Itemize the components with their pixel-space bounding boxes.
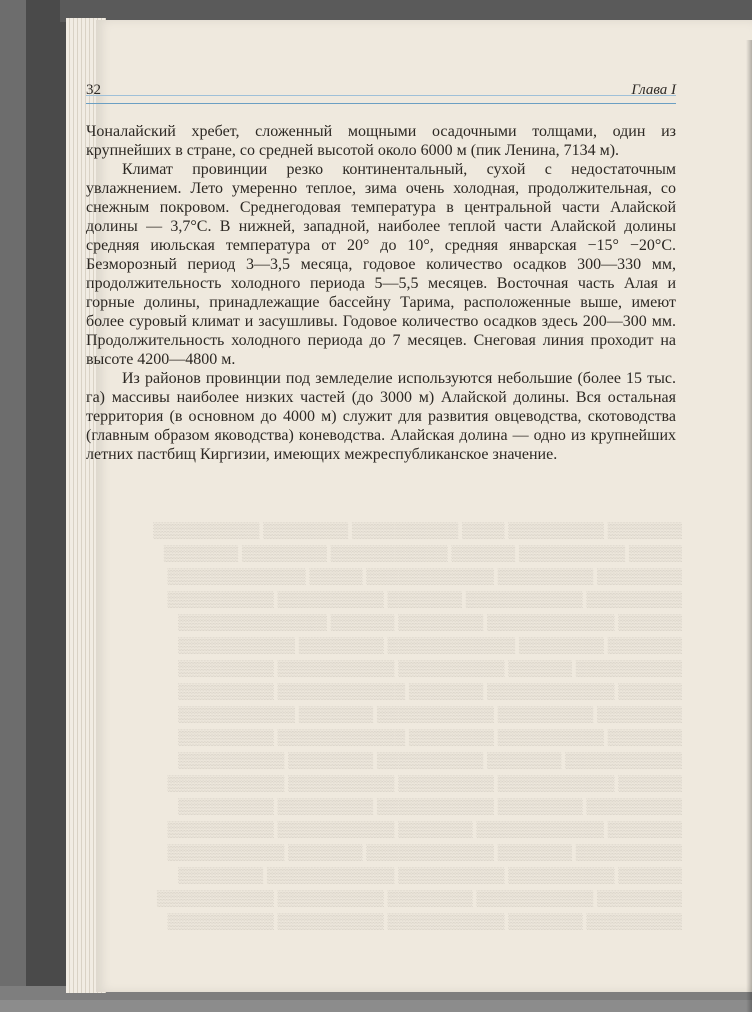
background-top (60, 0, 752, 22)
body-text (86, 122, 676, 464)
page-header (86, 80, 676, 106)
page-shadow (746, 40, 752, 1012)
page-number: 32 (86, 82, 101, 98)
show-through-text: ▒▒▒▒▒▒▒ ▒▒▒▒▒▒▒▒▒ ▒▒▒▒ ▒▒▒▒▒▒▒▒▒▒ ▒▒▒▒▒▒▒▒ ▒▒▒▒▒▒▒▒▒▒ ▒▒▒▒▒ ▒▒▒▒▒▒▒▒▒▒ ▒▒▒▒▒▒ ▒▒▒▒▒▒▒▒▒▒▒ ▒▒▒▒▒▒▒▒ ▒▒▒▒▒▒▒ ▒▒▒▒▒▒▒▒ ▒▒▒▒▒▒▒▒▒ ▒▒▒▒▒▒▒▒▒▒▒▒ ▒▒▒▒▒ ▒▒▒▒▒▒▒▒▒▒▒▒▒ ▒▒▒▒▒▒▒▒▒ ▒▒▒▒▒▒▒▒▒▒▒ ▒▒▒▒▒▒▒ ▒▒▒▒▒▒▒▒▒▒ ▒▒▒▒▒▒▒▒▒▒ ▒▒▒▒▒▒ ▒▒▒▒▒▒▒▒▒▒▒▒ ▒▒▒▒▒▒▒▒ ▒▒▒▒▒▒ ▒▒▒▒▒▒▒▒▒▒▒▒▒▒ ▒▒▒▒▒▒▒ ▒▒▒▒▒▒▒▒ ▒▒▒▒▒▒▒▒▒▒▒▒ ▒▒▒▒▒▒▒▒ ▒▒▒▒▒▒▒▒▒▒▒ ▒▒▒▒▒▒▒▒▒▒ ▒▒▒▒▒▒ ▒▒▒▒▒▒▒▒▒▒ ▒▒▒▒▒▒▒▒▒▒▒ ▒▒▒▒▒▒▒▒▒ ▒▒▒▒▒▒ ▒▒▒▒▒▒▒▒▒▒▒▒ ▒▒▒▒▒▒▒ ▒▒▒▒▒▒▒▒▒▒▒▒ ▒▒▒▒▒▒▒▒▒ ▒▒▒▒▒▒▒▒ ▒▒▒▒▒▒▒▒▒ ▒▒▒▒▒▒▒▒▒▒▒ ▒▒▒▒▒▒▒ ▒▒▒▒▒▒▒▒▒▒▒ ▒▒▒▒▒▒▒ ▒▒▒▒▒▒▒▒▒▒ ▒▒▒▒▒▒▒▒ ▒▒▒▒▒▒▒▒▒▒▒▒ ▒▒▒▒▒▒▒▒▒ ▒▒▒▒▒▒▒▒▒▒▒ ▒▒▒▒▒▒▒ ▒▒▒▒▒▒▒▒▒▒ ▒▒▒▒▒▒▒▒ ▒▒▒▒▒▒▒▒▒▒ ▒▒▒▒▒▒ ▒▒▒▒▒▒▒▒▒▒▒ ▒▒▒▒▒▒▒▒▒ ▒▒▒▒▒▒▒▒▒▒ ▒▒▒▒▒▒▒▒▒▒▒ ▒▒▒▒▒▒▒▒▒ ▒▒▒▒▒▒▒▒ ▒▒▒▒▒▒▒▒▒▒▒ ▒▒▒▒▒▒▒▒▒ ▒▒▒▒▒▒▒▒▒ ▒▒▒▒▒▒▒ ▒▒▒▒▒▒▒▒▒▒▒▒ ▒▒▒▒▒▒▒ ▒▒▒▒▒▒▒▒▒▒▒ ▒▒▒▒▒▒▒▒▒▒ ▒▒▒▒▒▒▒▒▒▒ ▒▒▒▒▒▒▒ ▒▒▒▒▒▒▒▒▒▒▒▒ ▒▒▒▒▒▒▒ ▒▒▒▒▒▒▒▒▒▒▒ ▒▒▒▒▒▒ ▒▒▒▒▒▒▒▒▒▒ ▒▒▒▒▒▒▒▒▒▒ ▒▒▒▒▒▒▒▒▒▒▒▒ ▒▒▒▒▒▒▒▒ ▒▒▒▒▒▒▒▒ ▒▒▒▒▒▒▒▒▒▒▒ ▒▒▒▒▒▒▒▒ ▒▒▒▒▒▒▒▒▒▒ ▒▒▒▒▒▒▒▒▒▒▒ ▒▒▒▒▒▒▒▒▒ ▒▒▒▒▒▒▒ ▒▒▒▒▒▒▒▒▒▒▒ ▒▒▒▒▒▒▒▒▒▒ ▒▒▒▒▒▒▒▒▒▒ (153, 523, 682, 930)
header-rule (86, 103, 676, 104)
paragraph: Из районов провинции под земледелие используются небольшие (более 15 тыс. га) массивы наиболее низких частей (до 3000 м) Алайской долины. Вся остальная территория (в основном до 4000 м) служит для развития овцеводства, скотоводства (главным образом яководства) коневодства. Алайская долина — одно из крупнейших летних пастбищ Киргизии, имеющих межреспубликанское значение. (86, 370, 676, 463)
paragraph: Климат провинции резко континентальный, сухой с недостаточным увлажнением. Лето умеренно теплое, зима очень холодная, продолжительная, со снежным покровом. Среднегодовая температура в центральной части Алайской долины — 3,7°С. В нижней, западной, наиболее теплой части Алайской долины средняя июльская температура от 20° до 10°, средняя январская −15° −20°С. Безморозный период 3—3,5 месяца, годовое количество осадков 300—330 мм, продолжительность холодного периода 5—5,5 месяцев. Восточная часть Алая и горные долины, принадлежащие бассейну Тарима, расположенные выше, имеют более суровый климат и засушливы. Годовое количество осадков здесь 200—300 мм. Продолжительность холодного периода до 7 месяцев. Снеговая линия проходит на высоте 4200—4800 м. (86, 161, 676, 368)
background-edge (0, 0, 26, 1000)
paragraph: Чоналайский хребет, сложенный мощными осадочными толщами, один из крупнейших в стране, со средней высотой около 6000 м (пик Ленина, 7134 м). (86, 123, 676, 159)
running-head: Глава I (631, 82, 676, 98)
